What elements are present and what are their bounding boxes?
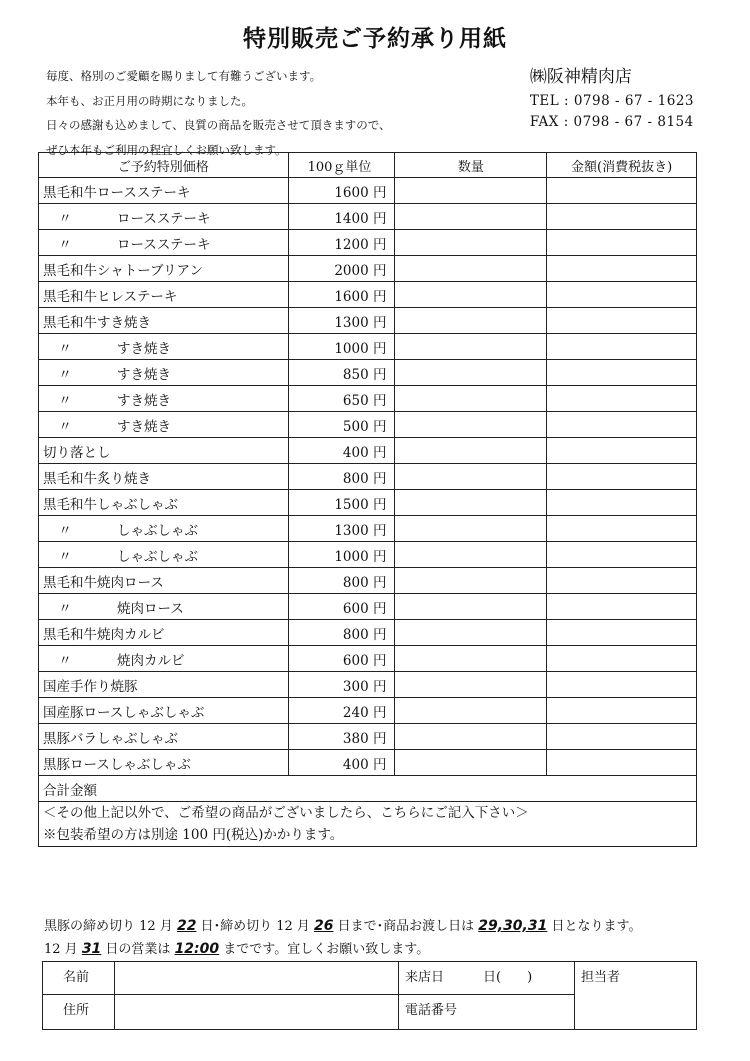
item-name: 黒毛和牛シャトーブリアン (43, 262, 203, 279)
customer-table (42, 961, 697, 1030)
table-row (39, 542, 697, 568)
header-amount: 金額(消費税抜き) (547, 153, 697, 178)
intro-line: ぜひ本年もご利用の程宜しくお願い致します。 (46, 142, 287, 157)
shop-info (530, 62, 694, 133)
amount-cell[interactable] (547, 412, 697, 438)
table-row (39, 256, 697, 282)
item-name: ロースステーキ (117, 236, 211, 253)
amount-cell[interactable] (547, 282, 697, 308)
table-row (39, 386, 697, 412)
item-price: 1600 円 (288, 178, 395, 204)
item-name-cell (39, 386, 289, 412)
amount-cell[interactable] (547, 672, 697, 698)
amount-cell[interactable] (547, 620, 697, 646)
date-highlight: 26 (314, 918, 334, 934)
deadline-line-1 (44, 915, 641, 938)
item-name: 黒豚ロースしゃぶしゃぶ (43, 756, 191, 773)
table-row (39, 204, 697, 230)
amount-cell[interactable] (547, 568, 697, 594)
quantity-cell[interactable] (395, 750, 547, 776)
header-quantity: 数量 (395, 153, 547, 178)
item-name: 切り落とし (43, 444, 111, 461)
item-name-cell (39, 308, 289, 334)
deadline-notice (44, 915, 641, 961)
amount-cell[interactable] (547, 204, 697, 230)
item-price: 650 円 (288, 386, 395, 412)
deadline-line-2 (44, 938, 641, 961)
header-item: ご予約特別価格 (39, 153, 289, 178)
ditto-mark: 〃 (58, 652, 72, 669)
ditto-mark: 〃 (58, 418, 72, 435)
quantity-cell[interactable] (395, 568, 547, 594)
text: までです。宜しくお願い致します。 (219, 942, 430, 957)
table-row (39, 516, 697, 542)
staff-field[interactable]: 担当者 (575, 962, 697, 1030)
table-row (39, 282, 697, 308)
quantity-cell[interactable] (395, 724, 547, 750)
item-name-cell (39, 334, 289, 360)
amount-cell[interactable] (547, 178, 697, 204)
item-name-cell (39, 672, 289, 698)
quantity-cell[interactable] (395, 594, 547, 620)
amount-cell[interactable] (547, 230, 697, 256)
ditto-mark: 〃 (58, 366, 72, 383)
item-name-cell (39, 724, 289, 750)
customer-row-1 (43, 962, 697, 995)
note-line: ※包装希望の方は別途 100 円(税込)かかります。 (43, 827, 344, 843)
item-name: 黒毛和牛しゃぶしゃぶ (43, 496, 178, 513)
quantity-cell[interactable] (395, 308, 547, 334)
item-name: 黒毛和牛焼肉ロース (43, 574, 164, 591)
header-unit-price: 100ｇ単位 (288, 153, 395, 178)
date-highlight: 22 (176, 918, 197, 934)
amount-cell[interactable] (547, 646, 697, 672)
table-row (39, 308, 697, 334)
item-price: 1000 円 (288, 334, 395, 360)
table-row (39, 412, 697, 438)
table-row (39, 464, 697, 490)
item-name-cell (39, 438, 289, 464)
item-name: すき焼き (117, 418, 171, 435)
quantity-cell[interactable] (395, 230, 547, 256)
item-price: 240 円 (288, 698, 395, 724)
quantity-cell[interactable] (395, 178, 547, 204)
amount-cell[interactable] (547, 464, 697, 490)
amount-cell[interactable] (547, 750, 697, 776)
item-name: 焼肉カルビ (117, 652, 185, 669)
item-name: 黒豚バラしゃぶしゃぶ (43, 730, 178, 747)
item-price: 400 円 (288, 438, 395, 464)
item-price: 850 円 (288, 360, 395, 386)
page-title: 特別販売ご予約承り用紙 (243, 26, 507, 52)
item-price: 380 円 (288, 724, 395, 750)
intro-line: 毎度、格別のご愛顧を賜りまして有難うございます。 (46, 69, 322, 83)
address-label: 住所 (43, 995, 115, 1030)
item-name-cell (39, 204, 289, 230)
note-row[interactable] (39, 802, 697, 847)
table-row (39, 490, 697, 516)
shop-fax: FAX : 0798 - 67 - 8154 (529, 114, 694, 130)
quantity-cell[interactable] (395, 256, 547, 282)
quantity-cell[interactable] (395, 490, 547, 516)
item-name-cell (39, 282, 289, 308)
amount-cell[interactable] (547, 594, 697, 620)
phone-field[interactable]: 電話番号 (399, 995, 575, 1030)
item-name-cell (39, 594, 289, 620)
item-price: 600 円 (288, 646, 395, 672)
item-name-cell (39, 490, 289, 516)
intro-line: 本年も、お正月用の時期になりました。 (46, 93, 253, 108)
item-name: 国産豚ロースしゃぶしゃぶ (43, 704, 205, 721)
item-price: 1500 円 (288, 490, 395, 516)
item-name: 焼肉ロース (117, 600, 184, 617)
amount-cell[interactable] (547, 698, 697, 724)
amount-cell[interactable] (547, 386, 697, 412)
item-price: 1300 円 (288, 308, 395, 334)
item-price: 500 円 (288, 412, 395, 438)
item-name-cell (39, 464, 289, 490)
item-name-cell (39, 568, 289, 594)
table-header-row (39, 153, 697, 178)
item-price: 2000 円 (288, 256, 395, 282)
note-line: ＜その他上記以外で、ご希望の商品がございましたら、こちらにご記入下さい＞ (43, 805, 529, 821)
item-name-cell (39, 698, 289, 724)
quantity-cell[interactable] (395, 672, 547, 698)
name-field[interactable] (115, 962, 399, 995)
address-field[interactable] (115, 995, 399, 1030)
ditto-mark: 〃 (58, 340, 72, 357)
time-highlight: 12:00 (174, 941, 220, 957)
shop-tel: TEL : 0798 - 67 - 1623 (529, 93, 694, 109)
ditto-mark: 〃 (58, 548, 72, 565)
ditto-mark: 〃 (58, 392, 72, 409)
ditto-mark: 〃 (58, 600, 72, 617)
table-row (39, 594, 697, 620)
item-name: 黒毛和牛ロースステーキ (43, 184, 191, 201)
date-highlight: 29,30,31 (478, 918, 548, 934)
ditto-mark: 〃 (58, 236, 72, 253)
item-price: 800 円 (288, 620, 395, 646)
item-name: ロースステーキ (117, 210, 211, 227)
amount-cell[interactable] (547, 334, 697, 360)
total-row (39, 776, 697, 802)
item-name: しゃぶしゃぶ (117, 522, 198, 539)
item-price: 300 円 (288, 672, 395, 698)
item-price: 600 円 (288, 594, 395, 620)
text: 日となります。 (547, 919, 642, 934)
table-row (39, 360, 697, 386)
item-name-cell (39, 620, 289, 646)
table-row (39, 568, 697, 594)
item-name-cell (39, 542, 289, 568)
item-price: 1200 円 (288, 230, 395, 256)
table-row (39, 438, 697, 464)
table-row (39, 750, 697, 776)
table-row (39, 620, 697, 646)
amount-cell[interactable] (547, 542, 697, 568)
date-highlight: 31 (81, 941, 102, 957)
name-label: 名前 (43, 962, 115, 995)
amount-cell[interactable] (547, 438, 697, 464)
text: 黒豚の締め切り 12 月 (44, 919, 177, 934)
quantity-cell[interactable] (395, 412, 547, 438)
table-row (39, 178, 697, 204)
item-price: 1300 円 (288, 516, 395, 542)
intro-text (46, 64, 391, 162)
quantity-cell[interactable] (395, 282, 547, 308)
item-name-cell (39, 516, 289, 542)
quantity-cell[interactable] (395, 542, 547, 568)
item-name: 黒毛和牛焼肉カルビ (43, 626, 165, 643)
item-name-cell (39, 360, 289, 386)
item-name-cell (39, 230, 289, 256)
quantity-cell[interactable] (395, 698, 547, 724)
table-row (39, 672, 697, 698)
item-name: 黒毛和牛すき焼き (43, 314, 151, 331)
item-name-cell (39, 256, 289, 282)
amount-cell[interactable] (547, 256, 697, 282)
ditto-mark: 〃 (58, 210, 72, 227)
ditto-mark: 〃 (58, 522, 72, 539)
amount-cell[interactable] (547, 516, 697, 542)
table-row (39, 334, 697, 360)
item-name: 黒毛和牛ヒレステーキ (43, 288, 178, 305)
quantity-cell[interactable] (395, 334, 547, 360)
item-name: すき焼き (117, 366, 171, 383)
quantity-cell[interactable] (395, 204, 547, 230)
item-name-cell (39, 750, 289, 776)
item-name-cell (39, 646, 289, 672)
text: 日まで･商品お渡し日は (333, 919, 479, 934)
shop-name: ㈱阪神精肉店 (529, 67, 632, 87)
text: 日の営業は (101, 942, 175, 957)
order-table (38, 152, 697, 847)
note-area[interactable] (39, 802, 697, 847)
item-price: 400 円 (288, 750, 395, 776)
item-name: 国産手作り焼豚 (43, 678, 138, 695)
quantity-cell[interactable] (395, 516, 547, 542)
item-name: すき焼き (117, 340, 171, 357)
item-name-cell (39, 178, 289, 204)
item-price: 1600 円 (288, 282, 395, 308)
table-row (39, 230, 697, 256)
item-name: しゃぶしゃぶ (117, 548, 198, 565)
amount-cell[interactable] (547, 490, 697, 516)
quantity-cell[interactable] (395, 646, 547, 672)
text: 12 月 (44, 942, 82, 957)
item-price: 1400 円 (288, 204, 395, 230)
amount-cell[interactable] (547, 360, 697, 386)
total-label: 合計金額 (39, 776, 697, 802)
item-name-cell (39, 412, 289, 438)
quantity-cell[interactable] (395, 620, 547, 646)
amount-cell[interactable] (547, 724, 697, 750)
table-row (39, 698, 697, 724)
table-row (39, 646, 697, 672)
quantity-cell[interactable] (395, 360, 547, 386)
visit-date-field[interactable]: 来店日 日( ) (399, 962, 575, 995)
quantity-cell[interactable] (395, 438, 547, 464)
item-name: すき焼き (117, 392, 171, 409)
item-price: 800 円 (288, 464, 395, 490)
text: 日･締め切り 12 月 (196, 919, 315, 934)
item-name: 黒毛和牛炙り焼き (43, 470, 151, 487)
quantity-cell[interactable] (395, 386, 547, 412)
intro-line: 日々の感謝も込めまして、良質の商品を販売させて頂きますので、 (46, 118, 391, 132)
amount-cell[interactable] (547, 308, 697, 334)
item-price: 1000 円 (288, 542, 395, 568)
item-price: 800 円 (288, 568, 395, 594)
quantity-cell[interactable] (395, 464, 547, 490)
table-row (39, 724, 697, 750)
